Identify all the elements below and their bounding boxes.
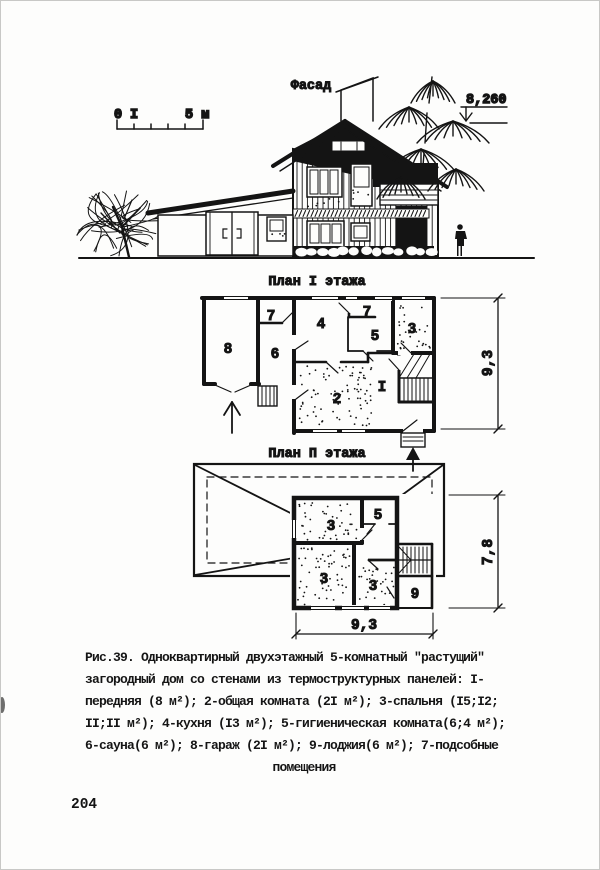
room-label-3a: 3 — [326, 519, 336, 535]
room-label-9: 9 — [410, 587, 420, 603]
room-label-3b: 3 — [319, 572, 329, 588]
facade-title: Фасад — [290, 79, 332, 94]
elevation-mark — [460, 93, 507, 123]
person-figure — [455, 224, 467, 256]
plan1-drawing — [202, 294, 505, 471]
room-label-5b: 5 — [373, 508, 383, 524]
room-label-2: 2 — [332, 392, 342, 408]
plan1-title: План I этажа — [268, 275, 366, 290]
caption-line-2: загородный дом со стенами из термоструктурных панелей: I- — [85, 672, 485, 687]
room-label-4: 4 — [316, 317, 326, 333]
plan2-dim-right-value: 7,8 — [481, 538, 497, 566]
room-label-5: 5 — [370, 329, 380, 345]
plan2-drawing — [194, 464, 505, 639]
plan2-dimension-bottom — [292, 613, 437, 639]
room-label-3: 3 — [407, 322, 417, 338]
room-label-6: 6 — [270, 347, 280, 363]
caption-line-4: II;II м²); 4-кухня (I3 м²); 5-гигиеническая комната(6;4 м²); — [85, 716, 506, 731]
plan1-dimension — [441, 294, 505, 433]
room-label-8: 8 — [223, 342, 233, 358]
scale-one: I — [130, 108, 139, 123]
plan1-entry-arrow-right — [406, 447, 420, 471]
tree — [77, 191, 158, 257]
room-label-7a: 7 — [266, 309, 276, 325]
plan1-porch — [401, 433, 425, 447]
plan1-room-labels — [224, 305, 417, 408]
caption-line-1: Рис.39. Одноквартирный двухэтажный 5-комнатный "растущий" — [85, 650, 485, 665]
elevation-value: 8,260 — [466, 93, 507, 108]
plan1-dim-value: 9,3 — [481, 349, 497, 377]
room-label-3c: 3 — [368, 579, 378, 595]
plan2-dim-bottom-value: 9,3 — [350, 618, 378, 634]
page-number: 204 — [71, 797, 98, 813]
figure-caption — [85, 647, 523, 779]
scale-five: 5 м — [185, 108, 210, 123]
plan2-dimension-right — [449, 491, 505, 612]
plan2-title: План П этажа — [268, 447, 366, 462]
plan1-side-steps — [258, 386, 277, 406]
plan1-stairs — [399, 354, 434, 402]
caption-line-3: передняя (8 м²); 2-общая комната (2I м²); 3-спальня (I5;I2; — [85, 694, 499, 709]
caption-line-6: помещения — [272, 760, 336, 775]
caption-line-5: 6-сауна(6 м²); 8-гараж (2I м²); 9-лоджия(6 м²); 7-подсобные — [85, 738, 499, 753]
scale-zero: 0 — [114, 108, 123, 123]
plan1-entry-arrow-left — [224, 402, 240, 433]
scan-artifact — [1, 697, 5, 713]
room-label-7b: 7 — [362, 305, 372, 321]
scale-bar — [114, 108, 209, 129]
room-label-I: I — [377, 380, 387, 396]
